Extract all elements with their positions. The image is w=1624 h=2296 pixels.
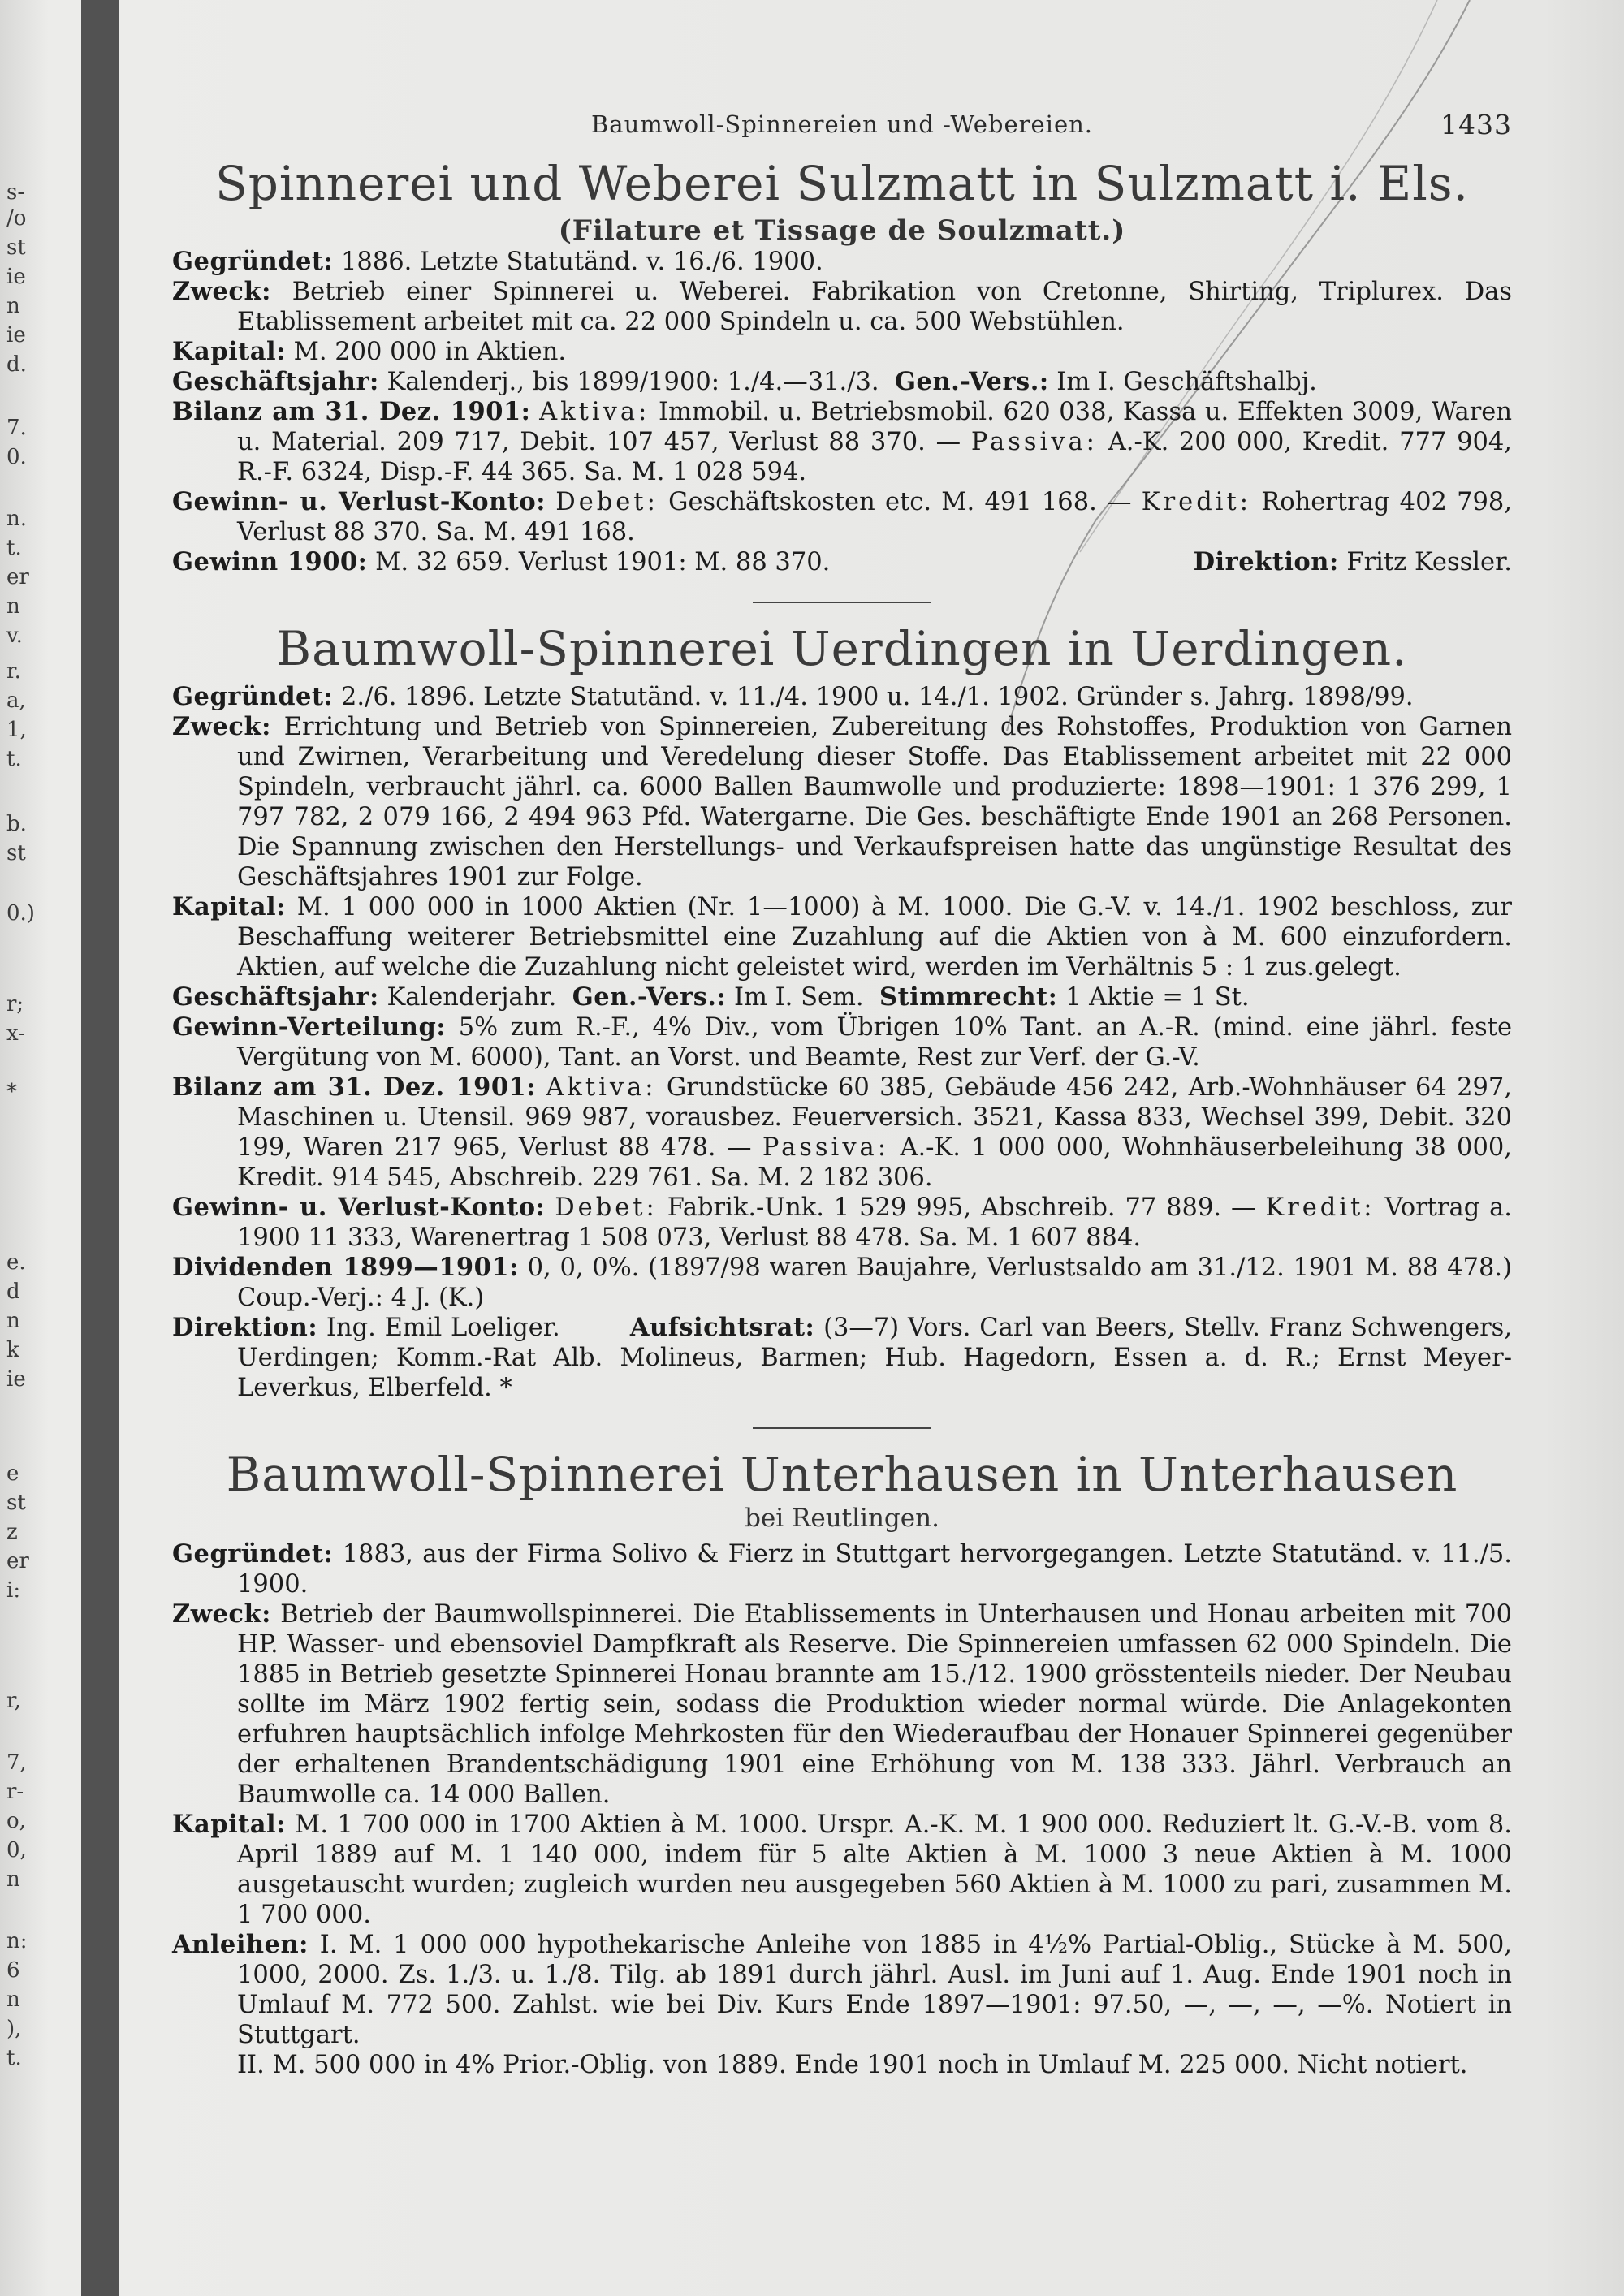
edge-fragment: 1, — [6, 718, 27, 742]
profit-loss-line — [172, 1193, 1512, 1253]
loans-label: Anleihen: — [172, 1929, 309, 1959]
liabilities-text: A.-K. 1 000 000, Wohnhäuserbeleihung 38 000, Kredit. 914 545, Abschreib. 229 761. Sa. M. 2 182 306. — [237, 1133, 1512, 1193]
edge-fragment: ie — [6, 265, 26, 289]
edge-fragment: /o — [6, 206, 27, 231]
credit-word: Kredit: — [1265, 1193, 1376, 1223]
credit-text: Rohertrag 402 798, Verlust 88 370. Sa. M. 491 168. — [237, 487, 1513, 546]
edge-fragment: ), — [6, 2017, 22, 2041]
assets-text: Grundstücke 60 385, Gebäude 456 242, Arb.-Wohnhäuser 64 297, Maschinen u. Utensil. 969 987, vorausbez. Feuerversich. 3521, Kassa 833, Wechsel 399, Debit. 320 199, Waren 217 965, Verlust 88 478. — — [237, 1073, 1512, 1163]
debit-text: Geschäftskosten etc. M. 491 168. — — [668, 487, 1132, 516]
purpose-text: Betrieb der Baumwollspinnerei. Die Etablissements in Unterhausen und Honau arbeiten mit 700 HP. Wasser- und ebensoviel Dampfkraft als Reserve. Die Spinnereien umfassen 62 000 Spindeln. Die 1885 in Betrieb gesetzte Spinnerei Honau brannte am 15./12. 1900 grösstenteils nieder. Der Neubau sollte im März 1902 fertig sein, sodass die Produktion wieder normal würde. Die Anlagekonten erfuhren hauptsächlich infolge Mehrkosten für den Wiederaufbau der Honauer Spinnerei gegenüber der erhaltenen Brandentschädigung 1901 eine Erhöhung von M. 138 333. Jährl. Verbrauch an Baumwolle ca. 14 000 Ballen. — [237, 1599, 1512, 1809]
company-subtitle: (Filature et Tissage de Soulzmatt.) — [558, 214, 1126, 247]
general-meeting-label: Gen.-Vers.: — [895, 366, 1049, 396]
founded-line — [172, 247, 1512, 277]
edge-fragment: e — [6, 1461, 19, 1486]
edge-fragment: ie — [6, 1367, 26, 1392]
purpose-label: Zweck: — [172, 1599, 271, 1629]
binding-gutter — [81, 0, 119, 2296]
running-header — [172, 96, 1512, 140]
profit-label: Gewinn 1900: — [172, 546, 368, 576]
profit-text: M. 32 659. Verlust 1901: M. 88 370. — [375, 547, 831, 576]
edge-fragment: r- — [6, 1780, 24, 1804]
edge-fragment: k — [6, 1338, 19, 1362]
edge-fragment: n. — [6, 507, 28, 531]
purpose-text: Betrieb einer Spinnerei u. Weberei. Fabrikation von Cretonne, Shirting, Triplurex. Das Etablissement arbeitet mit ca. 22 000 Spindeln u. ca. 500 Webstühlen. — [237, 277, 1512, 336]
edge-fragment: ie — [6, 323, 26, 347]
edge-fragment: 0.) — [6, 901, 35, 926]
edge-fragment: t. — [6, 536, 22, 560]
company-entry-sulzmatt — [172, 156, 1512, 577]
capital-label: Kapital: — [172, 892, 286, 922]
edge-fragment: er — [6, 1549, 29, 1573]
page-number: 1433 — [1440, 109, 1512, 140]
capital-label: Kapital: — [172, 1809, 286, 1839]
management-line — [172, 1313, 1512, 1403]
company-title: Baumwoll-Spinnerei Uerdingen in Uerdingen. — [276, 620, 1408, 676]
edge-fragment: st — [6, 235, 26, 260]
liabilities-word: Passiva: — [762, 1133, 890, 1163]
fiscal-year-text: Kalenderj., bis 1899/1900: 1./4.—31./3. — [387, 367, 879, 396]
founded-text: 2./6. 1896. Letzte Statutänd. v. 11./4. 1900 u. 14./1. 1902. Gründer s. Jahrg. 1898/99. — [340, 683, 1414, 712]
edge-fragment: st — [6, 1491, 26, 1515]
page-content — [172, 96, 1512, 2080]
profit-loss-label: Gewinn- u. Verlust-Konto: — [172, 486, 546, 516]
purpose-label: Zweck: — [172, 276, 271, 306]
dividends-label: Dividenden 1899—1901: — [172, 1253, 519, 1283]
edge-fragment: t. — [6, 2046, 22, 2070]
capital-label: Kapital: — [172, 336, 286, 366]
left-page-edge — [0, 0, 78, 2296]
edge-fragment: 7, — [6, 1750, 27, 1775]
founded-label: Gegründet: — [172, 1539, 334, 1569]
company-title: Spinnerei und Weberei Sulzmatt in Sulzmatt i. Els. — [215, 156, 1469, 211]
edge-fragment: a, — [6, 688, 26, 713]
profit-line — [172, 547, 1512, 577]
edge-fragment: e. — [6, 1250, 26, 1275]
running-title: Baumwoll-Spinnereien und -Webereien. — [590, 110, 1094, 138]
edge-fragment: r, — [6, 1689, 21, 1713]
founded-text: 1886. Letzte Statutänd. v. 16./6. 1900. — [340, 247, 823, 276]
edge-fragment: n — [6, 1987, 20, 2012]
balance-label: Bilanz am 31. Dez. 1901: — [172, 396, 531, 426]
credit-word: Kredit: — [1141, 487, 1252, 516]
edge-fragment: r; — [6, 992, 24, 1016]
assets-word: Aktiva: — [546, 1073, 657, 1103]
edge-fragment: d — [6, 1280, 20, 1304]
edge-fragment: n: — [6, 1929, 28, 1953]
fiscal-year-label: Geschäftsjahr: — [172, 982, 379, 1012]
profit-loss-label: Gewinn- u. Verlust-Konto: — [172, 1193, 546, 1223]
debit-text: Fabrik.-Unk. 1 529 995, Abschreib. 77 889. — — [667, 1193, 1256, 1223]
edge-fragment: n — [6, 1867, 20, 1892]
edge-fragment: d. — [6, 352, 27, 377]
loans-second-line — [172, 2050, 1512, 2080]
debit-word: Debet: — [555, 487, 659, 516]
loans-second-text: II. M. 500 000 in 4% Prior.-Oblig. von 1889. Ende 1901 noch in Umlauf M. 225 000. Nicht notiert. — [237, 2050, 1468, 2079]
dividends-text: 0, 0, 0%. (1897/98 waren Baujahre, Verlustsaldo am 31./12. 1901 M. 88 478.) Coup.-Verj.: 4 J. (K.) — [237, 1254, 1512, 1313]
assets-text: Immobil. u. Betriebsmobil. 620 038, Kassa u. Effekten 3009, Waren u. Material. 209 717, Debit. 107 457, Verlust 88 370. — — [237, 397, 1512, 456]
founded-line — [172, 1539, 1512, 1599]
profit-distribution-label: Gewinn-Verteilung: — [172, 1012, 447, 1042]
capital-text: M. 1 000 000 in 1000 Aktien (Nr. 1—1000) à M. 1000. Die G.-V. v. 14./1. 1902 beschloss, zur Beschaffung weiterer Betriebsmittel eine Zuzahlung auf die Aktien von à M. 600 einzufordern. Aktien, auf welche die Zuzahlung nicht geleistet wird, werden im Verhältnis 5 : 1 zus.gelegt. — [237, 893, 1512, 982]
directors-label: Direktion: — [172, 1313, 318, 1343]
profit-distribution-text: 5% zum R.-F., 4% Div., vom Übrigen 10% Tant. an A.-R. (mind. eine jährl. feste Vergütung von M. 6000), Tant. an Vorst. und Beamte, Rest zur Verf. der G.-V. — [237, 1013, 1513, 1072]
fiscal-year-text: Kalenderjahr. — [387, 983, 557, 1012]
voting-rights-text: 1 Aktie = 1 St. — [1065, 983, 1250, 1012]
edge-fragment: 0. — [6, 445, 27, 469]
liabilities-text: A.-K. 200 000, Kredit. 777 904, R.-F. 6324, Disp.-F. 44 365. Sa. M. 1 028 594. — [237, 427, 1512, 486]
purpose-line — [172, 1599, 1512, 1810]
profit-distribution-line — [172, 1012, 1512, 1072]
directors-label: Direktion: — [1193, 546, 1339, 576]
edge-fragment: v. — [6, 624, 23, 648]
edge-fragment: t. — [6, 747, 22, 771]
edge-fragment: 0, — [6, 1838, 27, 1862]
supervisory-board-text: (3—7) Vors. Carl van Beers, Stellv. Franz Schwengers, Uerdingen; Komm.-Rat Alb. Molineus, Barmen; Hub. Hagedorn, Essen a. d. R.; Ernst Meyer-Leverkus, Elberfeld. * — [237, 1314, 1513, 1403]
section-divider — [753, 1427, 931, 1429]
credit-text: Vortrag a. 1900 11 333, Warenertrag 1 508 073, Verlust 88 478. Sa. M. 1 607 884. — [237, 1193, 1512, 1253]
edge-fragment: 7. — [6, 416, 27, 440]
edge-fragment: r. — [6, 659, 21, 684]
capital-text: M. 200 000 in Aktien. — [293, 337, 567, 366]
edge-fragment: er — [6, 565, 29, 589]
edge-fragment: b. — [6, 812, 27, 836]
capital-line — [172, 1810, 1512, 1930]
founded-label: Gegründet: — [172, 682, 334, 712]
supervisory-board-label: Aufsichtsrat: — [629, 1313, 815, 1343]
liabilities-word: Passiva: — [970, 427, 1098, 456]
edge-fragment: n — [6, 594, 20, 619]
assets-word: Aktiva: — [539, 397, 650, 426]
founded-line — [172, 682, 1512, 712]
company-location: bei Reutlingen. — [745, 1503, 939, 1533]
balance-line — [172, 1072, 1512, 1193]
edge-fragment: o, — [6, 1809, 26, 1833]
purpose-line — [172, 712, 1512, 892]
capital-line — [172, 892, 1512, 982]
edge-fragment: i: — [6, 1578, 21, 1603]
edge-fragment: z — [6, 1520, 18, 1544]
dividends-line — [172, 1253, 1512, 1313]
edge-fragment: n — [6, 294, 20, 318]
edge-fragment: st — [6, 841, 26, 865]
purpose-text: Errichtung und Betrieb von Spinnereien, Zubereitung des Rohstoffes, Produktion von Garnen und Zwirnen, Verarbeitung und Veredelung dieser Stoffe. Das Etablissement arbeitet mit 22 000 Spindeln, verbraucht jährl. ca. 6000 Ballen Baumwolle und produzierte: 1898—1901: 1 376 299, 1 797 782, 2 079 166, 2 494 963 Pfd. Watergarne. Die Ges. beschäftigte Ende 1901 an 268 Personen. Die Spannung zwischen den Herstellungs- und Verkaufspreisen hatte das ungünstige Resultat des Geschäftsjahres 1901 zur Folge. — [237, 713, 1512, 892]
company-title: Baumwoll-Spinnerei Unterhausen in Unterhausen — [226, 1447, 1458, 1503]
capital-text: M. 1 700 000 in 1700 Aktien à M. 1000. Urspr. A.-K. M. 1 900 000. Reduziert lt. G.-V.-B. vom 8. April 1889 auf M. 1 140 000, indem für 5 alte Aktien à M. 1000 3 neue Aktien à M. 1000 ausgetauscht wurden; zugleich wurden neu ausgegeben 560 Aktien à M. 1000 zu pari, zusammen M. 1 700 000. — [237, 1810, 1512, 1929]
company-entry-unterhausen — [172, 1447, 1512, 2080]
section-divider — [753, 602, 931, 603]
founded-text: 1883, aus der Firma Solivo & Fierz in Stuttgart hervorgegangen. Letzte Statutänd. v. 11./5. 1900. — [237, 1539, 1513, 1599]
balance-line — [172, 397, 1512, 487]
fiscal-year-line — [172, 982, 1512, 1012]
edge-fragment: * — [6, 1080, 17, 1104]
directors-text: Ing. Emil Loeliger. — [326, 1314, 560, 1343]
voting-rights-label: Stimmrecht: — [879, 982, 1058, 1012]
purpose-line — [172, 277, 1512, 337]
fiscal-year-line — [172, 367, 1512, 397]
loans-text: I. M. 1 000 000 hypothekarische Anleihe von 1885 in 4½% Partial-Oblig., Stücke à M. 500, 1000, 2000. Zs. 1./3. u. 1./8. Tilg. ab 1891 durch jährl. Ausl. im Juni auf 1. Aug. Ende 1901 noch in Umlauf M. 772 500. Zahlst. wie bei Div. Kurs Ende 1897—1901: 97.50, —, —, —, —%. Notiert in Stuttgart. — [237, 1930, 1512, 2049]
edge-fragment: s- — [6, 180, 25, 205]
purpose-label: Zweck: — [172, 712, 271, 742]
founded-label: Gegründet: — [172, 246, 334, 276]
general-meeting-label: Gen.-Vers.: — [572, 982, 727, 1012]
general-meeting-text: Im I. Sem. — [733, 983, 864, 1012]
edge-fragment: x- — [6, 1021, 25, 1046]
loans-line — [172, 1930, 1512, 2050]
balance-label: Bilanz am 31. Dez. 1901: — [172, 1072, 537, 1103]
directors-text: Fritz Kessler. — [1346, 547, 1512, 576]
edge-fragment: n — [6, 1309, 20, 1333]
company-entry-uerdingen — [172, 621, 1512, 1404]
debit-word: Debet: — [555, 1193, 658, 1223]
edge-fragment: 6 — [6, 1958, 20, 1983]
fiscal-year-label: Geschäftsjahr: — [172, 366, 379, 396]
profit-loss-line — [172, 487, 1512, 547]
capital-line — [172, 337, 1512, 367]
general-meeting-text: Im I. Geschäftshalbj. — [1056, 367, 1317, 396]
